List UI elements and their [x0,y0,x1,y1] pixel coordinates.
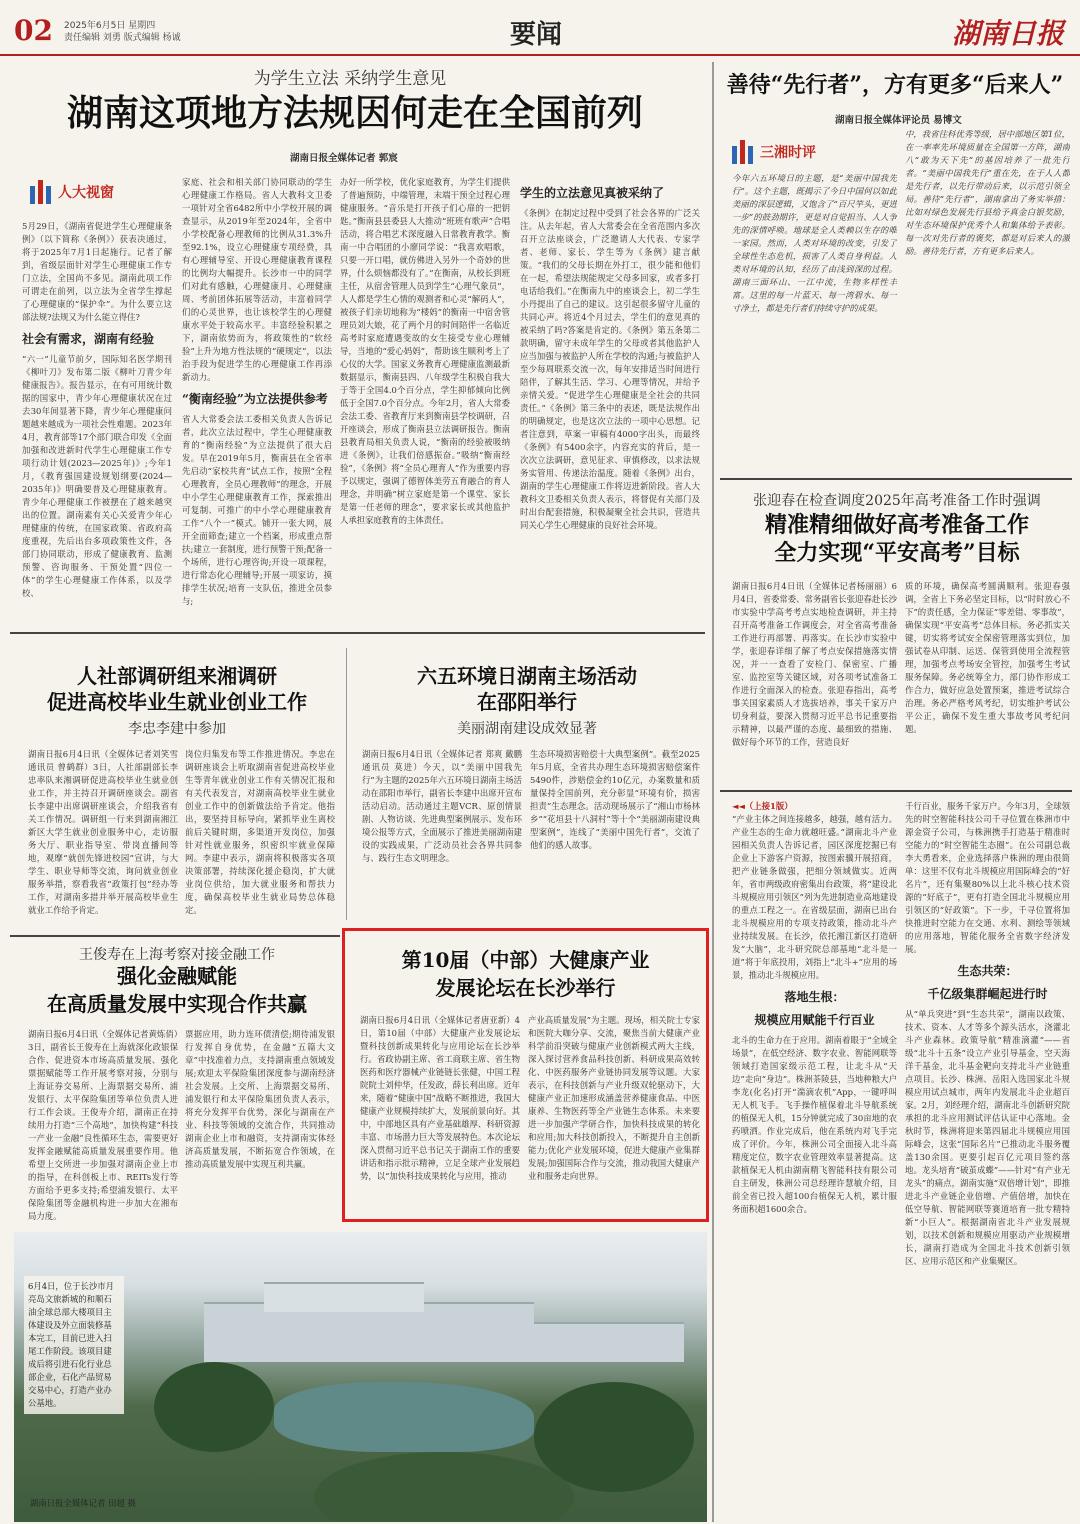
lead-paragraph-1: 5月29日，《湖南省促进学生心理健康条例》（以下简称《条例》）获表决通过，将于2025年7月1日起施行。记者了解到，省级层面针对学生心理健康工作专门立法，全国尚不多见。湖南此项工作可谓走在前列，以立法为全省学生撑起了心理健康的“保护伞”。为什么要立这部法规?法规又为什么能立得住? [22,221,172,322]
lead-column-3 [340,176,510,620]
lead-paragraph-2b: 省人大常委会法工委相关负责人告诉记者，此次立法过程中，学生心理健康教育的“衡南经验”为立法提供了很大启发。早在2019年5月，衡南县在全省率先启动“家校共育”试点工作，按照“全程心理教育，全员心理教师”的理念，开展中小学生心理健康教育工作，探索推出可复制、可推广的中小学心理健康教育工作“八个一”模式。铺开一张大网，展开全面筛查;建立一个档案，形成重点帮扶;建立一套制度，进行预警干预;配备一个场所，进行心理咨询;开设一项课程，进行常态化心理辅导;开展一项家访，摸排学生状况;培育一支队伍，推进全员参与; [182,414,332,606]
commentary-paragraph-1: 今年六五环境日的主题，是“美丽中国我先行”。这个主题，既揭示了今日中国何以如此美丽的深层逻辑，又饱含了“百尺竿头，更进一步”的鼓劲期许，更是对自觉担当、人人争先的深情呼唤。地球是全人类赖以生存的唯一家园。然而，人类对环境的改变，引发了全球性生态危机，损害了人类自身利益。人类对环境的认知，经历了由浅到深的过程。湖南三面环山、一江中流，生物多样性丰富。这里的每一片蓝天、每一湾碧水、每一寸净土，都是先行者们持续守护的成果。 [732,173,897,313]
env-subtitle: 美丽湖南建设成效显著 [457,721,597,737]
commentary-headline: 善待“先行者”，方有更多“后来人” [726,72,1064,98]
newspaper-logo: 湖南日报 [951,17,1064,50]
column-tag-sanxiangshiping [732,140,816,164]
photo-pond [274,1382,534,1452]
divider [10,935,340,937]
beidou-paragraph-2b: 从“单兵突进”到“生态共荣”，湖南以政策、技术、资本、人才等多个源头活水，浇灌北斗产业森林。政策导航“精准滴灌”——省级“北斗十五条”设立产业引导基金，空天海洋千基金，北斗基金靶向支持北斗产业链重点项目。长沙、株洲、岳阳入选国家北斗规模应用试点城市，两年内发展北斗企业超百家。2月，刘经理介绍，湖南北斗创新研究院承担的北斗应用测试评估认证中心落地。金秋时节，株洲将迎来第四届北斗规模应用国际峰会，这张“国际名片”已推动北斗服务覆盖130余国。更要引起百亿元项目签约落地。龙头培育“破茧成蝶”——针对“有产业无龙头”的痛点，湖南实施“双倍增计划”，即推进北斗产业链企业倍增、产值倍增，加快在低空导航、智能网联等赛道培育一批专精特新“小巨人”。根据湖南省北斗产业发展规划，以技术创新和规模应用驱动产业规模增长，湖南打造成为全国北斗技术创新引领区、应用示范区和产业集聚区。 [905,1009,1070,1266]
lead-subhead-1: 社会有需求，湖南有经验 [22,332,155,346]
lead-kicker: 为学生立法 采纳学生意见 [253,69,447,89]
lead-headline: 湖南这项地方法规因何走在全国前列 [66,92,643,134]
lead-paragraph-4: 《条例》在制定过程中受到了社会各界的广泛关注。从去年起，省人大常委会在全省范围内多次召开立法座谈会，广泛邀请人大代表、专家学者、老师、家长、学生等为《条例》建言献策。“我们的父母长期在外打工，很少能和他们在一起，希望法规能规定父母多回家，或者多打电话给我们。”在衡南九中的座谈会上，初二学生小丹提出了自己的建议。这引起很多留守儿童的共同心声。将近4个月过去，学生们的意见真的被采纳了吗?答案是肯定的。《条例》第五条第二款明确，留守未成年学生的父母或者其他监护人应当加强与被监护人所在学校的沟通;与被监护人至少每周联系交流一次，每年安排适当时间进行陪伴，了解其生活、学习、心理等情况，并给予亲情关爱。“促进学生心理健康是全社会的共同责任。”《条例》第三条中的表述，既是法规作出的明确规定，也是这次立法的一项中心思想。记者注意到，草案一审稿有4000字出头，而最终《条例》有5400余字，内容充实的背后，是一次次立法调研，意见征求、审慎修改，以求法规务实管用、传递法治温度。随着《条例》出台，湖南的学生心理健康工作将迈进新阶段。省人大教科文卫委相关负责人表示，将督促有关部门及时出台配套措施，积极凝聚全社会共识，营造共同关心学生心理健康的良好社会环境。 [520,208,700,530]
issue-date: 2025年6月5日 星期四 [64,21,156,31]
finance-kicker: 王俊寿在上海考察对接金融工作 [79,947,275,963]
env-column-1 [362,748,522,920]
commentary-paragraph-2: 中，我省往科优秀等级，居中部地区第1位，在一率率先环境质量在全国第一方阵，湖南八“敢为天下先”的基因培养了一批先行者。“美丽中国我先行”重在先，在于人人都是先行者，以先行带动后来，以示范引领全局。善待“先行者”，湖南拿出了务实举措：比如对绿色发展先行县给予真金白银奖励，对生态环境保护优秀个人和集体给予表彰。每一次对先行者的褒奖，都是对后来人的激励。善待先行者，方有更多后来人。 [905,129,1070,256]
column-divider [346,648,347,920]
issue-meta [64,20,264,44]
beidou-column-1 [732,800,897,1500]
lead-paragraph-3: 办好一所学校，优化家庭教育，为学生们提供了普遍预防，中端管理，末端干预全过程心理健康服务。“音乐是打开孩子们心扉的一把钥匙。”衡南县县委县人大推动“班班有歌声”合唱活动，将合唱艺术深度融入日常教育教学。衡南一中合唱团的小廖同学说：“我喜欢唱歌，只要一开口唱，就仿佛进入另外一个奇妙的世界，什么烦恼都没有了。”在衡南，从校长到班主任，从宿舍管理人员到学生“心理气象员”，人人都是学生心情的观测者和心灵“解码人”，被孩子们亲切地称为“楼妈”的衡南一中宿舍管理员刘大娘，花了两个月的时间陪伴一名临近高考时家庭遭遇变故的女生接受专业心理辅导，当地的“爱心妈妈”，帮助该生顺利考上了心仪的大学。国家义务教育心理健康监测最新数据显示，衡南县四、八年级学生积极自我大于等于全国4.0个百分点，学生抑郁倾向比例低于全国7.0个百分点。今年2月，省人大常委会法工委、省教育厅来到衡南县学校调研，召开座谈会，形成了衡南县立法调研报告。衡南县教育局相关负责人说，“衡南的经验被吸纳进《条例》，让我们倍感振奋。”吸纳“衡南经验”，《条例》将“全员心理育人”作为重要内容予以规定，强调了德智体美劳五育融合的育人理念，并明确“树立家庭是第一个课堂、家长是第一任老师的理念”，要求家长或其他监护人承担家庭教育的主体责任。 [340,177,510,525]
column-tag-label: 三湘时评 [760,145,816,161]
lead-paragraph-2: 家庭、社会和相关部门协同联动的学生心理健康工作格局。省人大教科文卫委一项针对全省6482所中小学校开展的调查显示，从2019年至2024年，全省中小学校配备心理教师的比例从31.3%升至92.1%，设立心理健康专项经费，具有心理辅导室、开设心理健康教育课程的比例均大幅提升。长沙市一中的同学们对此有感触，心理健康月、心理健康周、考前团体拓展等活动，丰富着同学们的心灵世界，也让该校学生的心理健康水平处于较高水平。丰富经验积累之下，湖南依势而为，将政策性的“软经验”上升为地方性法规的“硬规定”，以法治手段为促进学生的心理健康工作再添新动力。 [182,177,332,382]
commentary-column-1 [732,172,897,462]
health-paragraph-1: 湖南日报6月4日讯（全媒体记者唐亚新）4日，第10届（中部）大健康产业发展论坛暨科技创新成果转化与应用论坛在长沙举行。省政协副主席、省工商联主席、省生物医药和医疗器械产业链链长张健，中国工程院院士刘仲华，任发政，薛长利出席。近年来，随着“健康中国”战略不断推进，我国大健康产业规模持续扩大，发展前景向好。其中，中部地区具有产业基础雄厚、科研资源丰富、市场潜力巨大等发展特色。本次论坛深入贯彻习近平总书记关于湖南工作的重要讲话和指示批示精神，立足全球产业发展趋势，以“加快科技成果转化与应用，推动 [360,1015,520,1181]
finance-paragraph-2: 票据应用，助力连环债清偿;期待浦发银行发挥自身优势，在金融“五篇大文章”中找准着力点，支持湖南重点领域发展;欢迎太平保险集团深度参与湖南经济社会发展。上交所、上海票据交易所、浦发银行和太平保险集团负责人表示，将充分发挥平台优势，深化与湖南在产业、科技等领域的交流合作，共同推动湖南企业上市和融资，支持湖南实体经济高质量发展，不断拓宽合作领域，在推动高质量发展中实现互利共赢。 [185,1029,335,1169]
jobs-headline-2: 促进高校毕业生就业创业工作 [47,690,307,714]
exam-headline-1: 精准精细做好高考准备工作 [764,512,1029,538]
beidou-subhead-1b: 规模应用赋能千行百业 [754,1013,875,1027]
health-paragraph-2: 产业高质量发展”为主题。现场，相关院士专家和医院大咖分享、交流，聚焦当前大健康产业科学前沿突破与健康产业创新模式两大主线，深入探讨营养食品科技创新、科研成果高效转化、中医药服务产业链协同发展等议题。大家表示，在科技创新与产业升级双轮驱动下，大健康产业正加速形成涵盖营养健康食品、中医康养、生物医药等全产业链生态体系。未来要进一步加强产学研合作，加快科技成果的转化和应用;加大科技创新投入，不断提升自主创新能力;优化产业发展环境，促进大健康产业集群发展;加强国际合作与交流，推动我国大健康产业和服务走向世界。 [528,1015,700,1181]
lead-paragraph-1b: “六一”儿童节前夕，国际知名医学期刊《柳叶刀》发布第二版《柳叶刀青少年健康报告》。报告显示，在有可用统计数据的国家中，青少年心理健康状况在过去30年间显著下降，青少年心理健康问题越来越成为一项社会性难题。2023年4月，教育部等17个部门联合印发《全面加强和改进新时代学生心理健康工作专项行动计划(2023—2025年)》;今年1月，《教育强国建设规划纲要(2024—2035年)》明确要普及心理健康教育。青少年心理健康工作被摆在了越来越突出的位置。湖南素有关心关爱青少年心理健康的传统，在国家政策、省政府高度重视，先后出台多项政策性文件，各部门协同联动，形成了健康教育、监测预警、咨询服务、干预处置“四位一体”的学生心理健康工作体系，以及学校、 [22,354,172,598]
page-number: 02 [14,14,53,47]
lead-subhead-3: 学生的立法意见真被采纳了 [520,186,665,200]
health-headline-2: 发展论坛在长沙举行 [435,976,616,1000]
finance-column-2 [185,1028,335,1224]
divider [720,478,1072,480]
lead-column-4 [520,176,700,620]
env-headline-2: 在邵阳举行 [477,690,577,714]
column-tag-label: 人大视窗 [58,185,114,201]
exam-paragraph-1: 湖南日报6月4日讯（全媒体记者杨丽丽）6月4日，省委常委、常务副省长张迎春赴长沙市实验中学高考考点实地检查调研，并主持召开高考准备工作调度会，对全省高考准备工作进行再部署、再落实。在长沙市实验中学，张迎春详细了解了考点安保措施落实情况，并一一查看了安检门、保密室、广播室、监控室等关键区域，对各项考试准备工作进行全面深入的检查。张迎春指出，高考事关国家素质人才选拔培养，事关千家万户切身利益，要深入贯彻习近平总书记重要指示精神，以最严谨的态度、最细致的措施、做好每个环节的工作，营造良好 [732,581,897,747]
health-column-2 [528,1014,700,1214]
finance-headline-2: 在高质量发展中实现合作共赢 [47,992,307,1016]
jobs-column-2 [185,748,335,926]
photo-caption: 6月4日，位于长沙市月亮岛文旅新城的和顺石油全球总部大楼项目主体建设及外立面装修基本完工，目前已进入扫尾工作阶段。该项目建成后将引进石化行业总部企业，石化产品贸易交易中心，打造产业办公基地。 [24,1276,124,1414]
photo-building [534,1322,684,1362]
finance-column-1 [28,1028,178,1224]
divider [10,632,705,634]
photo-trees [314,1452,574,1522]
jobs-paragraph-1: 湖南日报6月4日讯（全媒体记者刘笑雪 通讯员 曾鹤群）3日，人社部副部长李忠率队来湘调研促进高校毕业生就业创业工作，并主持召开调研座谈会。副省长李建中出席调研座谈会，介绍我省有关工作情况。调研组一行来到湖南湘江新区大学生就业创业服务中心，走访服务大厅、职业指导室、带岗直播间等地，观摩“就创先锋进校园”宣讲，与大学生、职业导师等交流，询问就业创业服务举措，察看我省“政策打包”经办等工作，对湖南多措并举开展高校毕业生就业工作给予肯定。 [28,749,178,915]
divider [720,790,1072,792]
exam-paragraph-2: 质的环境，确保高考圆满顺利。张迎春强调，全省上下务必坚定目标，以“时时放心不下”的责任感，全力保证“零差错、零事故”，确保实现“平安高考”总体目标。务必抓实关键，切实将考试安全保密管理落实到位，加强试卷从印制、运送、保管到使用全流程管理，加强考点考场安全管控，加强考生考试服务保障。务必统筹全力，部门协作形成工作合力，做好应急处置预案，推进考试综合治理。务必严格考风考纪，切实维护考试公平公正，确保不发生重大事故考风考纪问题。 [905,581,1070,734]
jobs-subtitle: 李忠李建中参加 [128,721,226,737]
lead-subhead-2: “衡南经验”为立法提供参考 [182,392,328,406]
beidou-paragraph-2: 千行百业，服务千家万户。今年3月，全球领先的时空智能科技公司千寻位置在株洲市中源金资子公司，与株洲携手打造基于精准时空能力的“时空智能生态圈”。在公司副总裁李大勇看来，企业选择落户株洲的理由很简单：这里不仅有北斗规模应用国际峰会的“好名片”，还有集聚80%以上北斗核心技术资源的“好底子”，更有打造全国北斗规模应用引领区的“好政策”。下一步，千寻位置将加快推进时空能力在交通、水利、测绘等领域的应用落地，智能化服务全省数字经济发展。 [905,801,1070,954]
continued-tag: ◄◄（上接1版） [732,801,793,811]
commentary-byline: 湖南日报全媒体评论员 易博文 [835,115,962,126]
finance-paragraph-1: 湖南日报6月4日讯（全媒体记者黄炼俏）3日，副省长王俊寿在上海就深化政银保合作、促进资本市场高质量发展、强化票据赋能等工作开展考察对接，分别与上海证券交易所、上海票据交易所、浦发银行、太平保险集团等单位负责人进行工作会谈。王俊寿介绍，湖南正在持续用力打造“三个高地”，加快构建“科技一产业一金融”良性循环生态，需要更好发挥金融赋能高质量发展重要作用。他希望上交所进一步加强对湖南企业上市的指导，在科创板上市、REITs发行等方面给予更多支持;希望浦发银行、太平保险集团等金融机构进一步加大在湘布局力度。 [28,1029,178,1221]
beidou-subhead-2b: 千亿级集群崛起进行时 [927,987,1048,1001]
env-paragraph-2: 生态环境损害赔偿十大典型案例”。截至2025年5月底，全省共办理生态环境损害赔偿案件5490件，涉赔偿金约10亿元，办案数量和质量保持全国前列，充分彰显“环境有价，损害担责”生态理念。活动现场展示了“湘山市杨林乡”“花垣县十八洞村”等十个“美丽湖南建设典型案例”，连线了“美丽中国先行者”，交流了他们的感人故事。 [530,749,700,850]
env-headline-1: 六五环境日湖南主场活动 [417,664,637,688]
env-paragraph-1: 湖南日报6月4日讯（全媒体记者 郑爽 戴鹏 通讯员 莫进）今天，以“美丽中国我先行”为主题的2025年六五环境日湖南主场活动在邵阳市举行，副省长李建中出席开宣布活动启动。活动通过主题VCR、原创情景剧、人物访谈、先进典型案例展示、发布环境公报等方式，全面展示了推进美丽湖南建设的实践成果，广泛动员社会各界共同参与、践行生态文明理念。 [362,749,522,863]
commentary-column-2 [905,128,1070,462]
finance-headline-1: 强化金融赋能 [117,964,237,988]
exam-kicker: 张迎春在检查调度2025年高考准备工作时强调 [753,493,1041,509]
beidou-subhead-2: 生态共荣： [957,964,1018,978]
lead-byline: 湖南日报全媒体记者 郭宸 [290,153,398,164]
jobs-paragraph-2: 岗位归集发布等工作推进情况。李忠在调研座谈会上听取湖南省促进高校毕业生等青年就业创业工作有关情况汇报和有关代表发言，对湖南高校毕业生就业创业工作中的创新做法给予肯定。他指出，要坚持目标导向，紧抓毕业生离校前后关键时期，多渠道开发岗位，加强针对性就业服务，织密织牢就业保障网。李建中表示，湖南将积极落实各项决策部署，持续深化援企稳岗，扩大就业岗位供给，加大就业服务和帮扶力度，确保高校毕业生就业局势总体稳定。 [185,749,335,915]
column-tag-rendashichuang [30,180,114,204]
editors-line: 责任编辑 刘勇 版式编辑 杨诚 [64,33,181,43]
exam-headline-2: 全力实现“平安高考”目标 [774,540,1020,566]
section-title: 要闻 [510,20,563,50]
env-column-2 [530,748,700,920]
lead-column-2 [182,176,332,620]
column-divider [712,62,714,1522]
masthead [0,0,1080,56]
beidou-subhead-1: 落地生根： [784,990,845,1004]
beidou-paragraph-1b: 北斗的生命力在于应用。湖南着眼于“全域全场景”，在低空经济、数字农业、智能网联等领域打造国家级示范工程，让北斗从“天边”走向“身边”。株洲茶陵县，当地种粮大户李龙(化名)打开“湍滴农机”App，一键呼叫无人机飞手。飞手操作植保着北斗导航系统的植保无人机，15分钟就完成了30亩地的农药喷洒。作业完成后，他在系统内对飞手完成了评价。今年，株洲公司全面接入北斗高精度定位，数字农业管理效率显著提高。这款植保无人机由湖南精飞智能科技有限公司自主研发，株洲公司总经理许慧敏介绍，目前全省已投入超100台植保无人机，累计服务面积超1600余合。 [732,1035,897,1214]
beidou-column-2 [905,800,1070,1440]
jobs-headline-1: 人社部调研组来湘调研 [77,664,277,688]
health-headline-1: 第10届（中部）大健康产业 [401,948,650,972]
exam-column-2 [905,580,1070,780]
column-tag-icon [30,180,52,204]
photo-trees [154,1362,274,1452]
health-column-1 [360,1014,520,1214]
photo-credit: 湖南日报全媒体记者 田超 摄 [30,1498,136,1508]
exam-column-1 [732,580,897,780]
news-photo [14,1232,707,1522]
photo-building [264,1282,424,1312]
beidou-paragraph-1: “产业主体之间连接越多，越强，越有活力。产业生态的生命力就越旺盛。”湖南北斗产业园相关负责人告诉记者，园区深度挖掘已有企业上下游客户资源，按图索骥开展招商，把产业链条做强，把细分领域做实。近两年，省市两级政府密集出台政策，将“建设北斗规模应用引领区”列为先进制造业高地建设的重点工程之一。在省级层面，湖南已出台北斗规模应用的专项支持政策，推动北斗产业持续发展。在长沙，依托湘江新区打造研发“大脑”，北斗研究院总部基地“北斗是一道”将于年底投用，刘指上“北斗+”应用的场景，推动北斗规模应用。 [732,814,897,980]
jobs-column-1 [28,748,178,926]
column-tag-icon [732,140,754,164]
lead-column-1 [22,220,172,620]
